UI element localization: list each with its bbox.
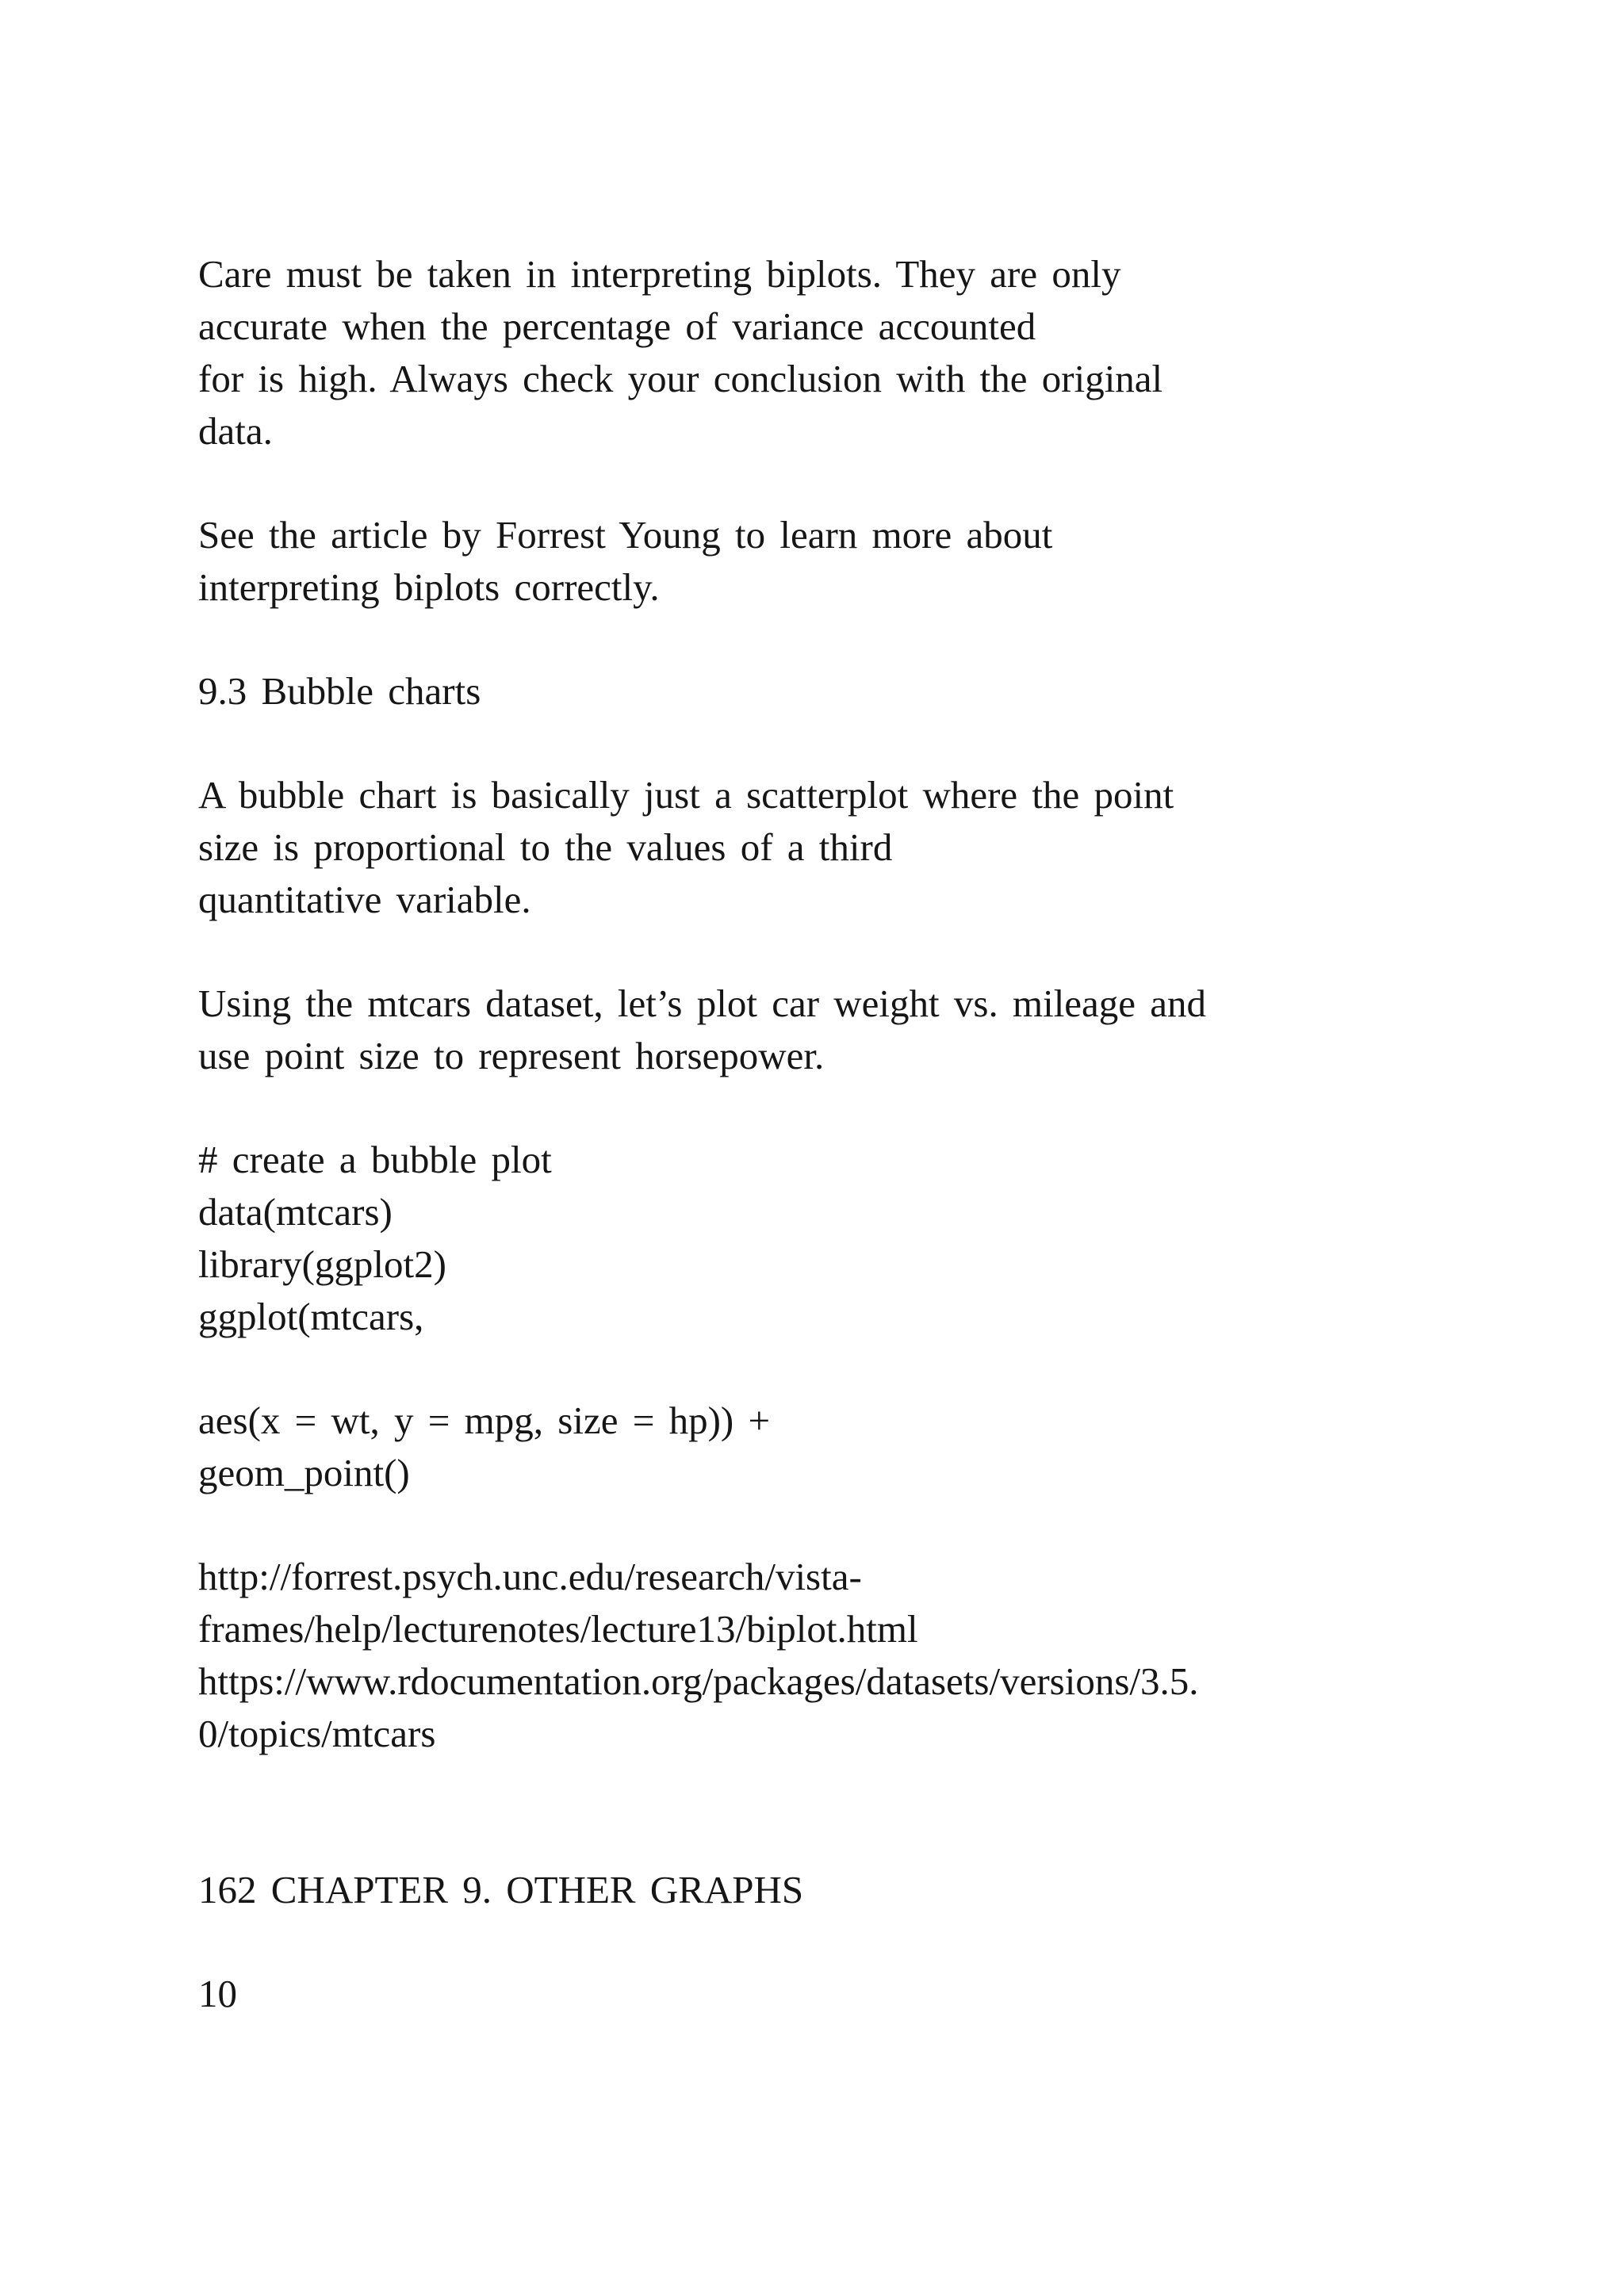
url-rdocumentation-line-2: 0/topics/mtcars	[198, 1712, 436, 1755]
url-rdocumentation-line-1: https://www.rdocumentation.org/packages/datasets/versions/3.5.	[198, 1659, 1199, 1703]
url-forrest-line-1: http://forrest.psych.unc.edu/research/vista-	[198, 1555, 862, 1598]
url-forrest-line-2: frames/help/lecturenotes/lecture13/biplot.html	[198, 1607, 918, 1651]
paragraph-biplot-caution-line-3: for is high. Always check your conclusion with the original	[198, 357, 1163, 400]
paragraph-biplot-caution-line-4: data.	[198, 409, 273, 453]
code-line-ggplot: ggplot(mtcars,	[198, 1295, 424, 1338]
code-line-geom-point: geom_point()	[198, 1451, 410, 1494]
paragraph-biplot-caution-line-2: accurate when the percentage of variance accounted	[198, 304, 1036, 348]
paragraph-forrest-young-line-1: See the article by Forrest Young to learn more about	[198, 513, 1053, 557]
page-number: 10	[198, 1972, 237, 2015]
paragraph-forrest-young-line-2: interpreting biplots correctly.	[198, 565, 660, 609]
code-line-aes: aes(x = wt, y = mpg, size = hp)) +	[198, 1399, 771, 1442]
paragraph-bubble-definition-line-3: quantitative variable.	[198, 878, 531, 921]
paragraph-biplot-caution-line-1: Care must be taken in interpreting biplots. They are only	[198, 252, 1121, 296]
paragraph-mtcars-line-2: use point size to represent horsepower.	[198, 1034, 825, 1077]
code-line-library: library(ggplot2)	[198, 1242, 446, 1286]
code-line-data: data(mtcars)	[198, 1190, 393, 1234]
code-comment: # create a bubble plot	[198, 1138, 552, 1181]
paragraph-mtcars-line-1: Using the mtcars dataset, let’s plot car weight vs. mileage and	[198, 982, 1207, 1025]
paragraph-bubble-definition-line-2: size is proportional to the values of a third	[198, 825, 893, 869]
section-heading-bubble-charts: 9.3 Bubble charts	[198, 669, 481, 713]
paragraph-bubble-definition-line-1: A bubble chart is basically just a scatterplot where the point	[198, 773, 1174, 817]
chapter-footer: 162 CHAPTER 9. OTHER GRAPHS	[198, 1868, 804, 1911]
